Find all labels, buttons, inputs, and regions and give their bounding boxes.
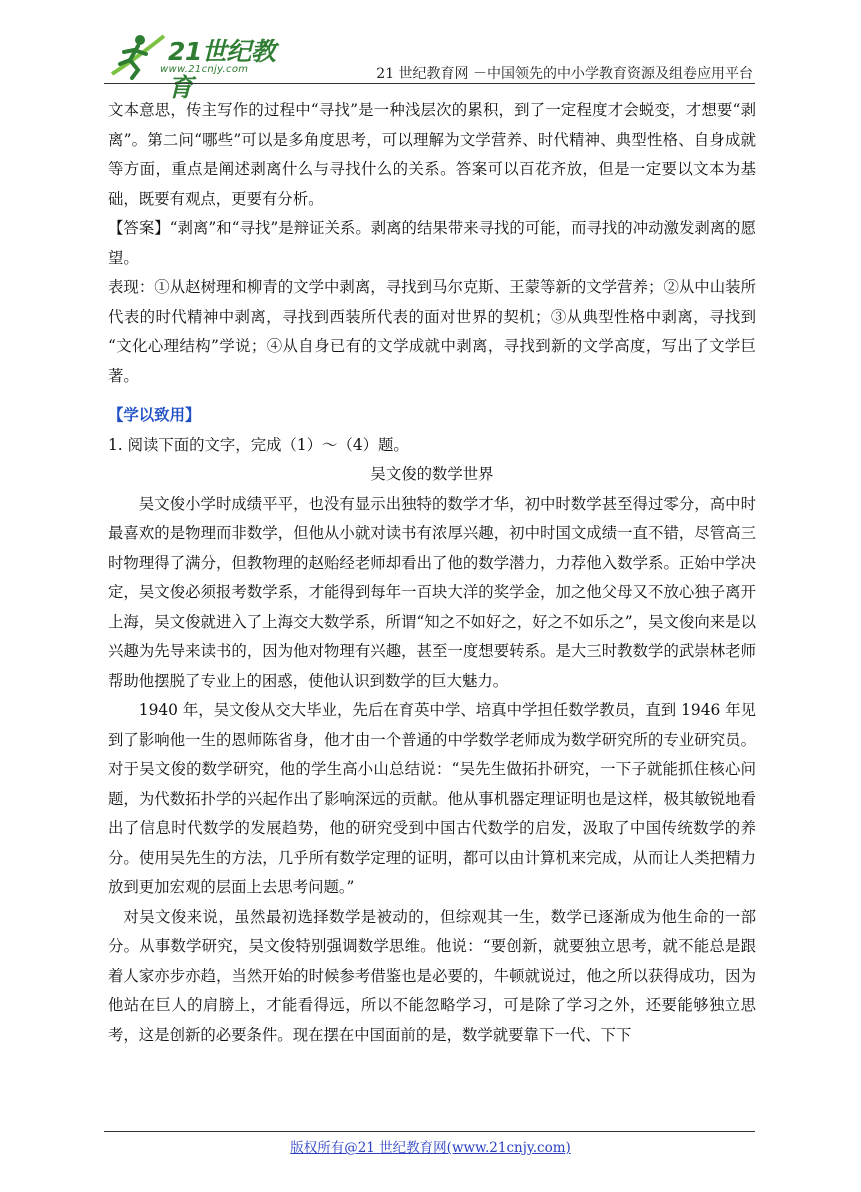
footer-copyright-link[interactable]: 版权所有@21 世纪教育网(www.21cnjy.com) — [290, 1140, 571, 1156]
expression-paragraph: 表现：①从赵树理和柳青的文学中剥离，寻找到马尔克斯、王蒙等新的文学营养；②从中山装所代表的时代精神中剥离，寻找到西装所代表的面对世界的契机；③从典型性格中剥离，寻找到 “文化心理结构”学说；④从自身已有的文学成就中剥离，寻找到新的文学高度，写出了文学巨著。 — [108, 278, 756, 385]
article-paragraph: 吴文俊小学时成绩平平，也没有显示出独特的数学才华，初中时数学甚至得过零分，高中时最喜欢的是物理而非数学，但他从小就对读书有浓厚兴趣，初中时国文成绩一直不错，尽管高三时物理得了满分，但教物理的赵贻经老师却看出了他的数学潜力，力荐他入数学系。正始中学决定，吴文俊必须报考数学系，才能得到每年一百块大洋的奖学金，加之他父母又不放心独子离开上海，吴文俊就进入了上海交大数学系，所谓“知之不如好之，好之不如乐之”，吴文俊向来是以兴趣为先导来读书的，因为他对物理有兴趣，甚至一度想要转系。是大三时教数学的武崇林老师帮助他摆脱了专业上的困惑，使他认识到数学的巨大魅力。 — [108, 494, 756, 690]
logo-text: 21世纪教育 — [168, 37, 276, 102]
section-title: 【学以致用】 — [108, 406, 201, 424]
header-tagline: 21 世纪教育网 －中国领先的中小学教育资源及组卷应用平台 — [376, 66, 753, 82]
page-header — [0, 0, 861, 102]
analysis-paragraph: 文本意思，传主写作的过程中“寻找”是一种浅层次的累积，到了一定程度才会蜕变，才想要“剥离”。第二问“哪些”可以是多角度思考，可以理解为文学营养、时代精神、典型性格、自身成就等方面，重点是阐述剥离什么与寻找什么的关系。答案可以百花齐放，但是一定要以文本为基础，既要有观点，更要有分析。 — [108, 101, 756, 208]
article-paragraph: 1940 年，吴文俊从交大毕业，先后在育英中学、培真中学担任数学教员，直到 1946 年见到了影响他一生的恩师陈省身，他才由一个普通的中学数学老师成为数学研究所的专业研究员。对于吴文俊的数学研究，他的学生高小山总结说：“吴先生做拓扑研究，一下子就能抓住核心问题，为代数拓扑学的兴起作出了影响深远的贡献。他从事机器定理证明也是这样，极其敏锐地看出了信息时代数学的发展趋势，他的研究受到中国古代数学的启发，汲取了中国传统数学的养分。使用吴先生的方法，几乎所有数学定理的证明，都可以由计算机来完成，从而让人类把精力放到更加宏观的层面上去思考问题。” — [108, 701, 756, 896]
article-paragraph: 对吴文俊来说，虽然最初选择数学是被动的，但综观其一生，数学已逐渐成为他生命的一部分。从事数学研究，吴文俊特别强调数学思维。他说：“要创新，就要独立思考，就不能总是跟着人家亦步亦趋，当然开始的时候参考借鉴也是必要的，牛顿就说过，他之所以获得成功，因为他站在巨人的肩膀上，才能看得远，所以不能忽略学习，可是除了学习之外，还要能够独立思考，这是创新的必要条件。现在摆在中国面前的是，数学就要靠下一代、下下 — [108, 907, 756, 1044]
document-body — [108, 96, 756, 1050]
footer-divider — [104, 1131, 755, 1132]
header-divider — [104, 83, 755, 84]
question-prompt: 1. 阅读下面的文字，完成（1）～（4）题。 — [108, 435, 409, 454]
answer-paragraph: 【答案】“剥离”和“寻找”是辩证关系。剥离的结果带来寻找的可能，而寻找的冲动激发剥离的愿望。 — [108, 219, 756, 267]
article-title: 吴文俊的数学世界 — [370, 465, 494, 483]
site-logo[interactable] — [104, 30, 284, 102]
logo-url: www.21cnjy.com — [160, 64, 249, 75]
